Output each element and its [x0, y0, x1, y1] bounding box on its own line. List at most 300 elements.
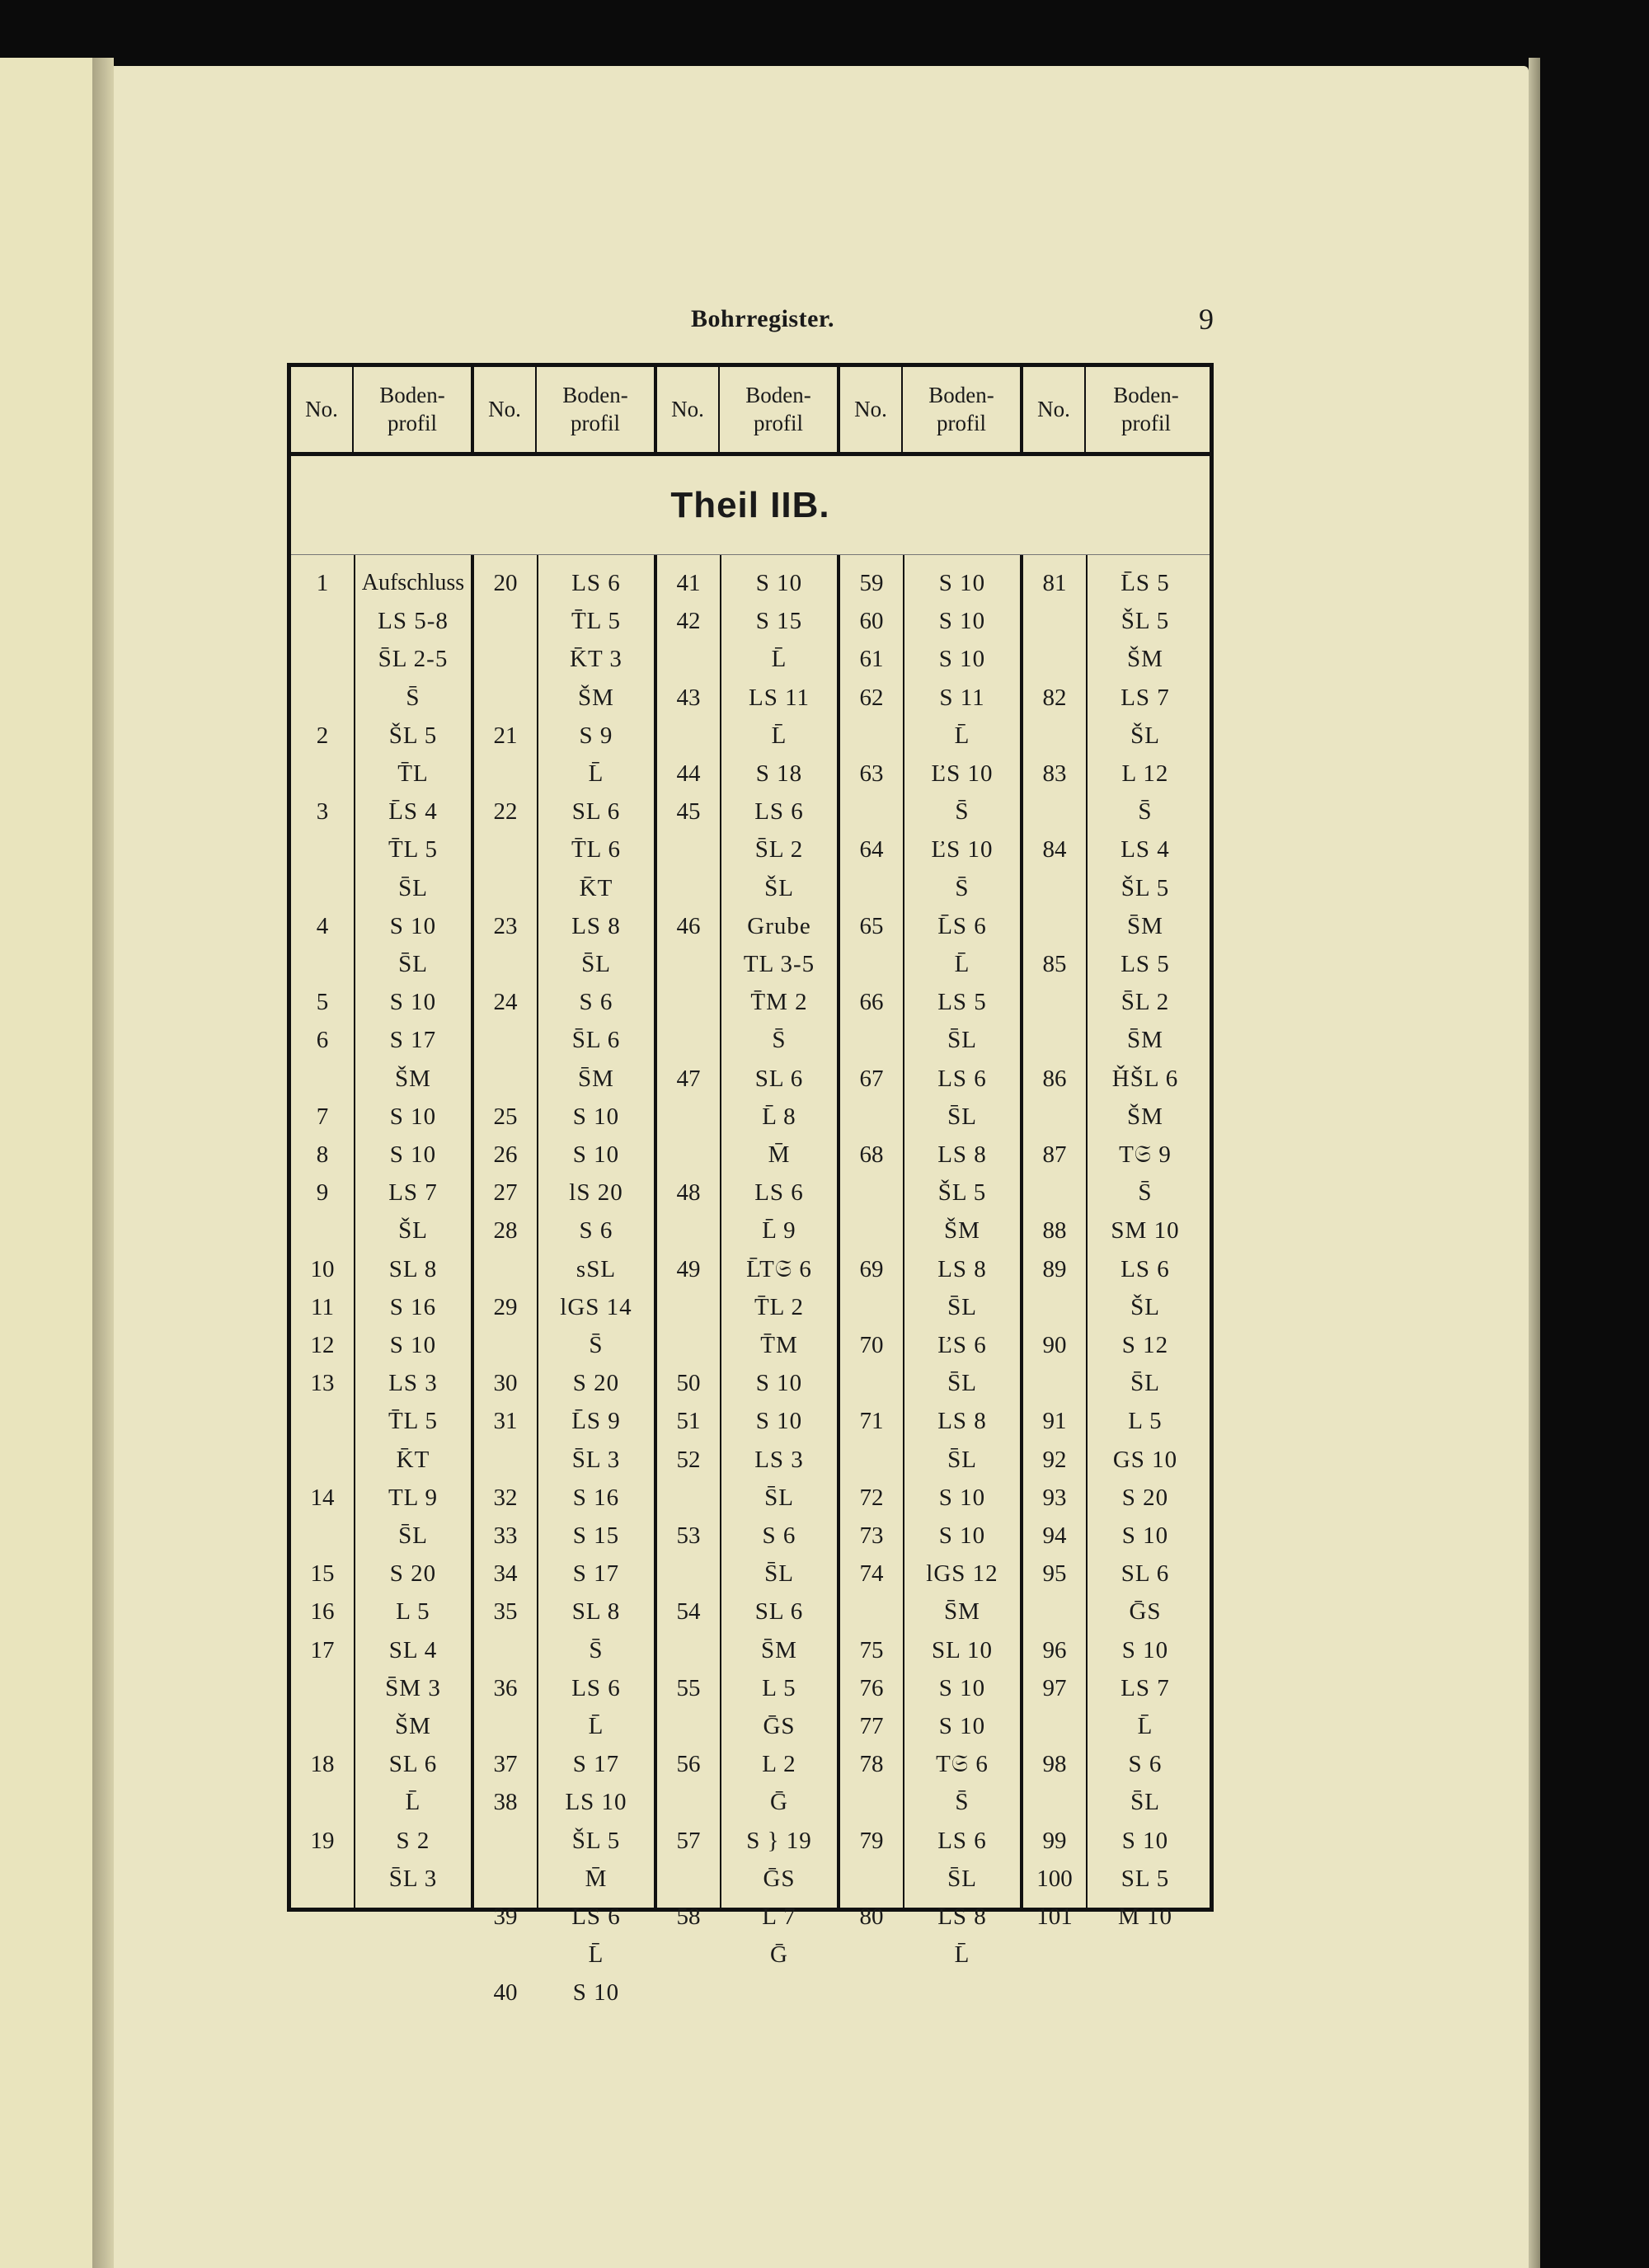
soil-profile-line: L̄	[588, 760, 604, 787]
soil-profile-line: S̄L 6	[571, 1027, 621, 1054]
bore-number: 72	[859, 1484, 884, 1511]
soil-profile-line: L̄ 9	[762, 1217, 796, 1245]
soil-profile-line: ḠS	[1129, 1598, 1162, 1626]
bore-number: 96	[1042, 1636, 1067, 1663]
bore-number: 88	[1042, 1217, 1067, 1245]
soil-profile-line: LS 8	[937, 1903, 987, 1930]
soil-profile-line: L 2	[762, 1751, 796, 1778]
bore-number: 60	[859, 608, 884, 635]
soil-profile-line: ḠS	[763, 1713, 796, 1739]
soil-profile-line: LS 6	[754, 1179, 804, 1207]
bore-number: 98	[1042, 1751, 1067, 1778]
soil-profile-line: LS 5-8	[378, 608, 449, 635]
soil-profile-line: LS 8	[937, 1141, 987, 1168]
soil-profile-line: ŠM	[1127, 646, 1163, 673]
bore-number: 66	[859, 989, 884, 1016]
bore-number: 73	[859, 1522, 884, 1549]
soil-profile-line: S̄L	[764, 1560, 794, 1588]
soil-profile-line: S̄L	[1130, 1789, 1160, 1816]
soil-profile-line: T𝔖 9	[1119, 1141, 1172, 1168]
soil-profile-line: S̄L	[764, 1484, 794, 1511]
running-head: Bohrregister.	[691, 305, 834, 332]
bore-number: 51	[676, 1408, 701, 1435]
bore-number: 18	[310, 1751, 335, 1778]
soil-profile-line: S 6	[1128, 1751, 1163, 1778]
soil-profile-line: L̄	[954, 722, 970, 749]
bore-number: 42	[676, 608, 701, 635]
bore-number: 64	[859, 836, 884, 863]
bore-number: 4	[316, 912, 329, 939]
soil-profile-line: SL 6	[388, 1751, 438, 1778]
soil-profile-line: ŠL 5	[1120, 874, 1170, 901]
soil-profile-line: K̄T 3	[570, 646, 622, 673]
soil-profile-line: S 10	[572, 1979, 620, 2007]
soil-profile-line: S 10	[1121, 1636, 1169, 1663]
column-rule	[720, 555, 721, 1908]
bore-number: 69	[859, 1255, 884, 1282]
soil-profile-line: ĽS 10	[931, 836, 994, 863]
bore-number: 33	[493, 1522, 518, 1549]
soil-profile-line: LS 6	[937, 1065, 987, 1092]
header-no: No.	[291, 367, 354, 452]
bore-number: 40	[493, 1979, 518, 2007]
soil-profile-line: S 10	[938, 608, 986, 635]
soil-profile-line: S̄L	[1130, 1370, 1160, 1397]
soil-profile-line: lGS 14	[560, 1293, 632, 1320]
soil-profile-line: S 16	[389, 1293, 437, 1320]
facing-page-edge	[0, 58, 95, 2268]
soil-profile-line: S̄	[955, 874, 970, 901]
soil-profile-line: SL 4	[388, 1636, 438, 1663]
bore-number: 17	[310, 1636, 335, 1663]
soil-profile-line: SL 6	[1120, 1560, 1170, 1588]
bore-number: 93	[1042, 1484, 1067, 1511]
soil-profile-line: ŠL 5	[388, 722, 438, 749]
soil-profile-line: ŠL	[764, 874, 794, 901]
bore-number: 84	[1042, 836, 1067, 863]
soil-profile-line: ŠM	[395, 1713, 431, 1739]
bore-number: 82	[1042, 684, 1067, 711]
soil-profile-line: S 10	[389, 912, 437, 939]
soil-profile-line: S̄	[1138, 1179, 1153, 1207]
soil-profile-line: S 10	[389, 1332, 437, 1358]
table-header	[291, 367, 1210, 456]
bore-number: 87	[1042, 1141, 1067, 1168]
soil-profile-line: S 10	[938, 570, 986, 596]
soil-profile-line: ȞŠL 6	[1111, 1065, 1179, 1092]
soil-profile-line: S 10	[755, 1370, 803, 1397]
soil-profile-line: ŠM	[578, 684, 614, 711]
soil-profile-line: S } 19	[746, 1827, 812, 1854]
soil-profile-line: LS 6	[571, 1674, 621, 1701]
bore-number: 52	[676, 1446, 701, 1473]
bore-number: 41	[676, 570, 701, 596]
bore-number: 85	[1042, 951, 1067, 977]
column-rule	[537, 555, 538, 1908]
soil-profile-line: SL 10	[931, 1636, 994, 1663]
bore-number: 7	[316, 1103, 329, 1130]
soil-profile-line: L̄	[954, 1941, 970, 1969]
soil-profile-line: ŠL 5	[571, 1827, 621, 1854]
soil-profile-line: S 10	[572, 1141, 620, 1168]
bore-number: 101	[1036, 1903, 1073, 1930]
bore-number: 46	[676, 912, 701, 939]
soil-profile-line: S̄L 2	[1120, 989, 1170, 1016]
bore-number: 5	[316, 989, 329, 1016]
bore-number: 30	[493, 1370, 518, 1397]
page-edge	[1529, 58, 1540, 2268]
soil-profile-line: ŠM	[395, 1065, 431, 1092]
soil-profile-line: S̄M	[761, 1636, 797, 1663]
soil-profile-line: ŠL	[1130, 1293, 1160, 1320]
soil-profile-line: S̄M	[1127, 1027, 1163, 1054]
bore-number: 12	[310, 1332, 335, 1358]
bore-number: 32	[493, 1484, 518, 1511]
bore-number: 70	[859, 1332, 884, 1358]
soil-profile-line: S 20	[572, 1370, 620, 1397]
bore-number: 83	[1042, 760, 1067, 787]
soil-profile-line: S 12	[1121, 1332, 1169, 1358]
soil-profile-line: SL 6	[754, 1065, 804, 1092]
soil-profile-line: S 10	[389, 989, 437, 1016]
soil-profile-line: S 10	[755, 570, 803, 596]
soil-profile-line: S̄M	[578, 1065, 614, 1092]
header-bodenprofil: Boden- profil	[354, 367, 474, 452]
bore-number: 80	[859, 1903, 884, 1930]
bore-number: 34	[493, 1560, 518, 1588]
bore-number: 2	[316, 722, 329, 749]
soil-profile-line: S 10	[938, 1522, 986, 1549]
bore-number: 89	[1042, 1255, 1067, 1282]
soil-profile-line: L̄ 8	[762, 1103, 796, 1130]
bore-number: 74	[859, 1560, 884, 1588]
soil-profile-line: ŠL	[1130, 722, 1160, 749]
bore-register-table	[287, 363, 1214, 2007]
soil-profile-line: S̄	[406, 684, 420, 711]
soil-profile-line: L̄S 5	[1120, 570, 1170, 596]
bore-number: 14	[310, 1484, 335, 1511]
bore-number: 99	[1042, 1827, 1067, 1854]
soil-profile-line: T̄L 5	[388, 1408, 439, 1435]
soil-profile-line: S̄	[589, 1332, 604, 1358]
bore-number: 27	[493, 1179, 518, 1207]
soil-profile-line: T̄L 5	[571, 608, 622, 635]
soil-profile-line: ĽS 10	[931, 760, 994, 787]
soil-profile-line: S 17	[572, 1751, 620, 1778]
soil-profile-line: L̄S 6	[937, 912, 987, 939]
bore-number: 57	[676, 1827, 701, 1854]
bore-number: 58	[676, 1903, 701, 1930]
soil-profile-line: S 10	[755, 1408, 803, 1435]
bore-number: 86	[1042, 1065, 1067, 1092]
soil-profile-line: T̄M 2	[750, 989, 808, 1016]
soil-profile-line: S 10	[1121, 1827, 1169, 1854]
soil-profile-line: S 10	[389, 1141, 437, 1168]
soil-profile-line: S 11	[939, 684, 985, 711]
soil-profile-line: LS 8	[571, 912, 621, 939]
soil-profile-line: S 10	[572, 1103, 620, 1130]
soil-profile-line: TL 3-5	[743, 951, 815, 977]
soil-profile-line: LS 3	[388, 1370, 438, 1397]
bore-number: 97	[1042, 1674, 1067, 1701]
column-rule	[354, 555, 355, 1908]
bore-number: 100	[1036, 1865, 1073, 1892]
soil-profile-line: S 17	[389, 1027, 437, 1054]
soil-profile-line: TL 9	[388, 1484, 439, 1511]
soil-profile-line: LS 3	[754, 1446, 804, 1473]
soil-profile-line: ŠL 5	[1120, 608, 1170, 635]
soil-profile-line: LS 6	[1120, 1255, 1170, 1282]
soil-profile-line: L̄	[405, 1789, 421, 1816]
soil-profile-line: S 10	[938, 1713, 986, 1739]
header-bodenprofil: Boden- profil	[903, 367, 1023, 452]
soil-profile-line: Ḡ	[770, 1789, 788, 1816]
soil-profile-line: LS 8	[937, 1255, 987, 1282]
soil-profile-line: lGS 12	[926, 1560, 998, 1588]
header-bodenprofil: Boden- profil	[1113, 382, 1179, 435]
soil-profile-line: S̄L 2-5	[378, 646, 449, 673]
soil-profile-line: S 10	[389, 1103, 437, 1130]
bore-number: 81	[1042, 570, 1067, 596]
bore-number: 3	[316, 798, 329, 826]
soil-profile-line: S 10	[938, 1674, 986, 1701]
soil-profile-line: GS 10	[1112, 1446, 1178, 1473]
soil-profile-line: ŠM	[1127, 1103, 1163, 1130]
soil-profile-line: LS 4	[1120, 836, 1170, 863]
header-no: No.	[840, 367, 903, 452]
bore-number: 78	[859, 1751, 884, 1778]
soil-profile-line: Grube	[747, 912, 811, 939]
soil-profile-line: S̄L	[947, 1293, 977, 1320]
bore-number: 56	[676, 1751, 701, 1778]
soil-profile-line: L̄	[771, 722, 787, 749]
bore-number: 65	[859, 912, 884, 939]
soil-profile-line: S 9	[579, 722, 613, 749]
group-rule	[654, 555, 657, 1908]
bore-number: 61	[859, 646, 884, 673]
bore-number: 21	[493, 722, 518, 749]
bore-number: 68	[859, 1141, 884, 1168]
soil-profile-line: S 6	[579, 989, 613, 1016]
soil-profile-line: LS 11	[748, 684, 810, 711]
bore-number: 11	[311, 1293, 334, 1320]
group-rule	[1020, 555, 1023, 1908]
table-body	[291, 555, 1210, 2007]
bore-number: 50	[676, 1370, 701, 1397]
bore-number: 77	[859, 1713, 884, 1739]
bore-number: 91	[1042, 1408, 1067, 1435]
soil-profile-line: L 5	[762, 1674, 796, 1701]
soil-profile-line: S 10	[938, 646, 986, 673]
soil-profile-line: S̄L 3	[388, 1865, 438, 1892]
soil-profile-line: M 10	[1117, 1903, 1173, 1930]
soil-profile-line: LS 6	[571, 570, 621, 596]
bore-number: 43	[676, 684, 701, 711]
header-no: No.	[474, 367, 537, 452]
header-no: No.	[1023, 367, 1086, 452]
soil-profile-line: ḠS	[763, 1865, 796, 1892]
bore-number: 25	[493, 1103, 518, 1130]
soil-profile-line: L̄	[588, 1941, 604, 1969]
bore-number: 71	[859, 1408, 884, 1435]
bore-number: 35	[493, 1598, 518, 1626]
soil-profile-line: S̄L	[947, 1370, 977, 1397]
soil-profile-line: S 6	[762, 1522, 796, 1549]
bore-number: 15	[310, 1560, 335, 1588]
soil-profile-line: S̄M	[1127, 912, 1163, 939]
soil-profile-line: S̄L	[398, 951, 428, 977]
soil-profile-line: S 6	[579, 1217, 613, 1245]
soil-profile-line: S̄L	[947, 1446, 977, 1473]
soil-profile-line: L̄	[771, 646, 787, 673]
soil-profile-line: LS 6	[571, 1903, 621, 1930]
soil-profile-line: M̄	[585, 1865, 608, 1892]
bore-number: 54	[676, 1598, 701, 1626]
soil-profile-line: sSL	[576, 1255, 617, 1282]
soil-profile-line: S 17	[572, 1560, 620, 1588]
column-rule	[903, 555, 904, 1908]
bore-number: 92	[1042, 1446, 1067, 1473]
bore-number: 19	[310, 1827, 335, 1854]
soil-profile-line: S̄	[955, 798, 970, 826]
bore-number: 22	[493, 798, 518, 826]
bore-number: 10	[310, 1255, 335, 1282]
page-number: 9	[1199, 303, 1214, 336]
soil-profile-line: SL 8	[571, 1598, 621, 1626]
bore-number: 55	[676, 1674, 701, 1701]
bore-number: 28	[493, 1217, 518, 1245]
header-bodenprofil: Boden- profil	[720, 367, 840, 452]
soil-profile-line: LS 5	[1120, 951, 1170, 977]
soil-profile-line: SM 10	[1111, 1217, 1180, 1245]
soil-profile-line: SL 6	[571, 798, 621, 826]
soil-profile-line: ŠM	[944, 1217, 980, 1245]
soil-profile-line: ŠL	[398, 1217, 428, 1245]
soil-profile-line: S 2	[396, 1827, 430, 1854]
soil-profile-line: Ḡ	[770, 1941, 788, 1969]
soil-profile-line: K̄T	[396, 1446, 430, 1473]
bore-number: 29	[493, 1293, 518, 1320]
bore-number: 1	[316, 570, 329, 596]
soil-profile-line: S 15	[755, 608, 803, 635]
bore-number: 90	[1042, 1332, 1067, 1358]
bore-number: 26	[493, 1141, 518, 1168]
soil-profile-line: T𝔖 6	[936, 1751, 989, 1778]
soil-profile-line: SL 5	[1120, 1865, 1170, 1892]
soil-profile-line: L̄	[1137, 1713, 1153, 1739]
bore-number: 38	[493, 1789, 518, 1816]
soil-profile-line: S 20	[389, 1560, 437, 1588]
soil-profile-line: SL 6	[754, 1598, 804, 1626]
soil-profile-line: S 20	[1121, 1484, 1169, 1511]
soil-profile-line: T̄L 2	[754, 1293, 805, 1320]
group-rule	[471, 555, 474, 1908]
bore-number: 13	[310, 1370, 335, 1397]
soil-profile-line: S 18	[755, 760, 803, 787]
bore-number: 95	[1042, 1560, 1067, 1588]
bore-number: 53	[676, 1522, 701, 1549]
soil-profile-line: K̄T	[579, 874, 613, 901]
header-bodenprofil: Boden- profil	[537, 367, 657, 452]
bore-number: 39	[493, 1903, 518, 1930]
soil-profile-line: L̄S 9	[571, 1408, 621, 1435]
soil-profile-line: M̄	[768, 1141, 791, 1168]
soil-profile-line: S̄	[589, 1636, 604, 1663]
soil-profile-line: LS 7	[1120, 684, 1170, 711]
soil-profile-line: LS 6	[754, 798, 804, 826]
soil-profile-line: S̄	[772, 1027, 787, 1054]
bore-number: 36	[493, 1674, 518, 1701]
soil-profile-line: L̄	[588, 1713, 604, 1739]
soil-profile-line: LS 7	[388, 1179, 438, 1207]
soil-profile-line: S̄L	[581, 951, 611, 977]
soil-profile-line: T̄L 5	[388, 836, 439, 863]
soil-profile-line: S̄L 3	[571, 1446, 621, 1473]
soil-profile-line: LS 5	[937, 989, 987, 1016]
bore-number: 47	[676, 1065, 701, 1092]
soil-profile-line: S̄L	[398, 874, 428, 901]
soil-profile-line: L 7	[762, 1903, 796, 1930]
soil-profile-line: S 10	[1121, 1522, 1169, 1549]
soil-profile-line: S̄L 2	[754, 836, 804, 863]
soil-profile-line: SL 8	[388, 1255, 438, 1282]
soil-profile-line: LS 7	[1120, 1674, 1170, 1701]
soil-profile-line: S̄L	[947, 1865, 977, 1892]
bore-number: 75	[859, 1636, 884, 1663]
bore-number: 79	[859, 1827, 884, 1854]
soil-profile-line: S 10	[938, 1484, 986, 1511]
soil-profile-line: T̄M	[760, 1332, 798, 1358]
soil-profile-line: S̄	[1138, 798, 1153, 826]
bore-number: 16	[310, 1598, 335, 1626]
bore-number: 45	[676, 798, 701, 826]
soil-profile-line: T̄L	[397, 760, 429, 787]
section-title: Theil IIB.	[291, 456, 1210, 555]
soil-profile-line: S̄M 3	[385, 1674, 441, 1701]
book-gutter	[92, 58, 114, 2268]
bore-number: 49	[676, 1255, 701, 1282]
soil-profile-line: ŠL 5	[937, 1179, 987, 1207]
bore-number: 94	[1042, 1522, 1067, 1549]
soil-profile-line: ĽS 6	[937, 1332, 987, 1358]
bore-number: 20	[493, 570, 518, 596]
bore-number: 9	[316, 1179, 329, 1207]
soil-profile-line: S 16	[572, 1484, 620, 1511]
soil-profile-line: L̄S 4	[388, 798, 438, 826]
soil-profile-line: L 5	[1128, 1408, 1163, 1435]
soil-profile-line: S̄M	[944, 1598, 980, 1626]
soil-profile-line: S̄L	[398, 1522, 428, 1549]
group-rule	[837, 555, 840, 1908]
bore-number: 76	[859, 1674, 884, 1701]
soil-profile-line: S̄L	[947, 1103, 977, 1130]
soil-profile-line: L̄T𝔖 6	[746, 1255, 812, 1282]
bore-number: 59	[859, 570, 884, 596]
bore-number: 44	[676, 760, 701, 787]
soil-profile-line: S̄L	[947, 1027, 977, 1054]
soil-profile-line: L 5	[396, 1598, 430, 1626]
soil-profile-line: S 15	[572, 1522, 620, 1549]
bore-number: 31	[493, 1408, 518, 1435]
bore-number: 67	[859, 1065, 884, 1092]
soil-profile-line: LS 6	[937, 1827, 987, 1854]
soil-profile-line: L̄	[954, 951, 970, 977]
bore-number: 24	[493, 989, 518, 1016]
bore-number: 8	[316, 1141, 329, 1168]
bore-number: 6	[316, 1027, 329, 1054]
bore-number: 62	[859, 684, 884, 711]
header-no: No.	[657, 367, 720, 452]
